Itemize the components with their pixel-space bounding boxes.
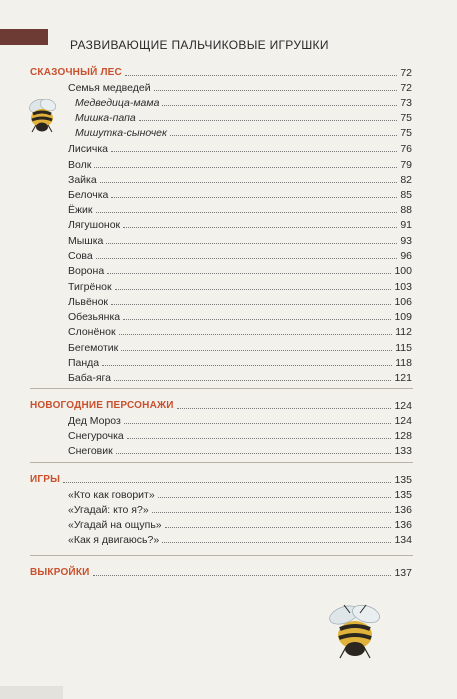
toc-page-number: 103 (394, 281, 412, 293)
toc-section (30, 63, 412, 79)
toc-page-number: 137 (394, 567, 412, 579)
toc-leader-dots (114, 380, 392, 381)
toc-entry-label: Снеговик (68, 445, 113, 457)
toc-leader-dots (124, 423, 392, 424)
toc-leader-dots (102, 365, 392, 366)
toc-leader-dots (158, 497, 392, 498)
toc-leader-dots (152, 512, 392, 513)
toc-entry-label: ВЫКРОЙКИ (30, 567, 90, 578)
toc-entry-label: «Кто как говорит» (68, 489, 155, 501)
toc-entry-label: Баба-яга (68, 372, 111, 384)
toc-entry (68, 170, 412, 186)
toc-leader-dots (165, 527, 392, 528)
toc-section (30, 563, 412, 579)
toc-page-number: 85 (400, 189, 412, 201)
toc-entry-label: Медведица-мама (75, 97, 160, 109)
toc-entry (68, 530, 412, 546)
toc-page-number: 135 (394, 489, 412, 501)
toc-section (30, 396, 412, 412)
toc-section (30, 470, 412, 486)
toc-entry-label: Ёжик (68, 204, 93, 216)
toc-leader-dots (100, 182, 398, 183)
toc-page-number: 136 (394, 519, 412, 531)
toc-leader-dots (107, 273, 391, 274)
toc-entry-label: Мишутка-сыночек (75, 127, 167, 139)
toc-entry (68, 441, 412, 457)
toc-entry (75, 123, 412, 139)
toc-entry (68, 292, 412, 308)
toc-page-number: 109 (394, 311, 412, 323)
toc-entry (68, 411, 412, 427)
toc-page-number: 100 (394, 265, 412, 277)
toc-leader-dots (125, 75, 397, 76)
separator (30, 555, 413, 556)
toc-page-number: 72 (400, 67, 412, 79)
toc-page-number: 115 (395, 342, 412, 354)
toc-entry (68, 139, 412, 155)
toc-entry-label: Белочка (68, 189, 109, 201)
toc-leader-dots (63, 482, 391, 483)
toc-leader-dots (127, 438, 392, 439)
toc-entry (68, 307, 412, 323)
toc-leader-dots (119, 334, 393, 335)
toc-entry-label: «Как я двигаюсь?» (68, 534, 160, 546)
toc-page-number: 136 (394, 504, 412, 516)
toc-page-number: 106 (394, 296, 412, 308)
toc-page-number: 133 (394, 445, 412, 457)
toc-leader-dots (162, 105, 397, 106)
toc-entry-label: Лягушонок (68, 219, 121, 231)
toc-entry (68, 246, 412, 262)
toc-entry-label: Слонёнок (68, 326, 116, 338)
toc-page-number: 124 (394, 400, 412, 412)
toc-leader-dots (96, 212, 398, 213)
separator (30, 388, 413, 389)
toc-leader-dots (123, 227, 397, 228)
toc-leader-dots (111, 304, 391, 305)
toc-leader-dots (94, 167, 397, 168)
toc-page-number: 96 (400, 250, 412, 262)
toc-entry-label: Ворона (68, 265, 105, 277)
toc-entry (68, 338, 412, 354)
bee-icon (22, 98, 64, 134)
toc-page-number: 128 (394, 430, 412, 442)
toc-page-number: 82 (400, 174, 412, 186)
toc-entry-label: Мышка (68, 235, 104, 247)
toc-entry (75, 93, 412, 109)
toc-page-number: 124 (394, 415, 412, 427)
toc-page-number: 76 (400, 143, 412, 155)
toc-entry-label: Лисичка (68, 143, 109, 155)
toc-entry (68, 353, 412, 369)
toc-entry-label: «Угадай: кто я?» (68, 504, 149, 516)
toc-page-number: 72 (400, 82, 412, 94)
toc-entry-label: Обезьянка (68, 311, 121, 323)
toc-leader-dots (170, 135, 397, 136)
toc-entry (68, 368, 412, 384)
toc-entry-label: Снегурочка (68, 430, 124, 442)
toc-leader-dots (154, 90, 398, 91)
toc-entry (68, 277, 412, 293)
toc-leader-dots (162, 542, 391, 543)
toc-entry (68, 515, 412, 531)
toc-leader-dots (115, 289, 392, 290)
toc-page-number: 75 (400, 112, 412, 124)
toc-page-number: 73 (400, 97, 412, 109)
toc-page-number: 79 (400, 159, 412, 171)
toc-entry (68, 500, 412, 516)
toc-entry (68, 185, 412, 201)
toc-page-number: 118 (395, 357, 412, 369)
toc-entry-label: Дед Мороз (68, 415, 121, 427)
toc-leader-dots (96, 258, 398, 259)
toc-entry (68, 231, 412, 247)
page-title: РАЗВИВАЮЩИЕ ПАЛЬЧИКОВЫЕ ИГРУШКИ (70, 38, 329, 52)
toc-entry-label: Мишка-папа (75, 112, 136, 124)
toc-entry-label: Бегемотик (68, 342, 119, 354)
toc-entry-label: «Угадай на ощупь» (68, 519, 162, 531)
toc-entry (68, 78, 412, 94)
toc-entry (68, 215, 412, 231)
toc-leader-dots (111, 197, 397, 198)
toc-entry-label: Волк (68, 159, 92, 171)
toc-entry (68, 426, 412, 442)
toc-entry (75, 108, 412, 124)
toc-entry (68, 261, 412, 277)
toc-entry-label: НОВОГОДНИЕ ПЕРСОНАЖИ (30, 400, 174, 411)
toc-entry-label: Тигрёнок (68, 281, 112, 293)
bee-icon (322, 603, 390, 663)
toc-page-number: 134 (394, 534, 412, 546)
toc-page-number: 112 (395, 326, 412, 338)
separator (30, 462, 413, 463)
toc-page-number: 88 (400, 204, 412, 216)
toc-leader-dots (121, 350, 392, 351)
toc-leader-dots (106, 243, 397, 244)
toc-entry-label: Семья медведей (68, 82, 151, 94)
toc-leader-dots (93, 575, 392, 576)
toc-entry-label: Зайка (68, 174, 97, 186)
toc-entry-label: Львёнок (68, 296, 109, 308)
toc-leader-dots (116, 453, 392, 454)
toc-page-number: 135 (394, 474, 412, 486)
toc-leader-dots (111, 151, 397, 152)
toc-page-number: 121 (394, 372, 412, 384)
toc-entry-label: Сова (68, 250, 93, 262)
toc-leader-dots (139, 120, 398, 121)
toc-entry (68, 155, 412, 171)
toc-page-number: 91 (400, 219, 412, 231)
toc-entry-label: Панда (68, 357, 100, 369)
toc-leader-dots (123, 319, 391, 320)
toc-entry-label: СКАЗОЧНЫЙ ЛЕС (30, 67, 122, 78)
toc-page-number: 75 (400, 127, 412, 139)
toc-page-number: 93 (400, 235, 412, 247)
footer-band (0, 686, 63, 699)
toc-leader-dots (177, 408, 392, 409)
toc-entry-label: ИГРЫ (30, 474, 61, 485)
toc-entry (68, 322, 412, 338)
toc-entry (68, 200, 412, 216)
toc-entry (68, 485, 412, 501)
